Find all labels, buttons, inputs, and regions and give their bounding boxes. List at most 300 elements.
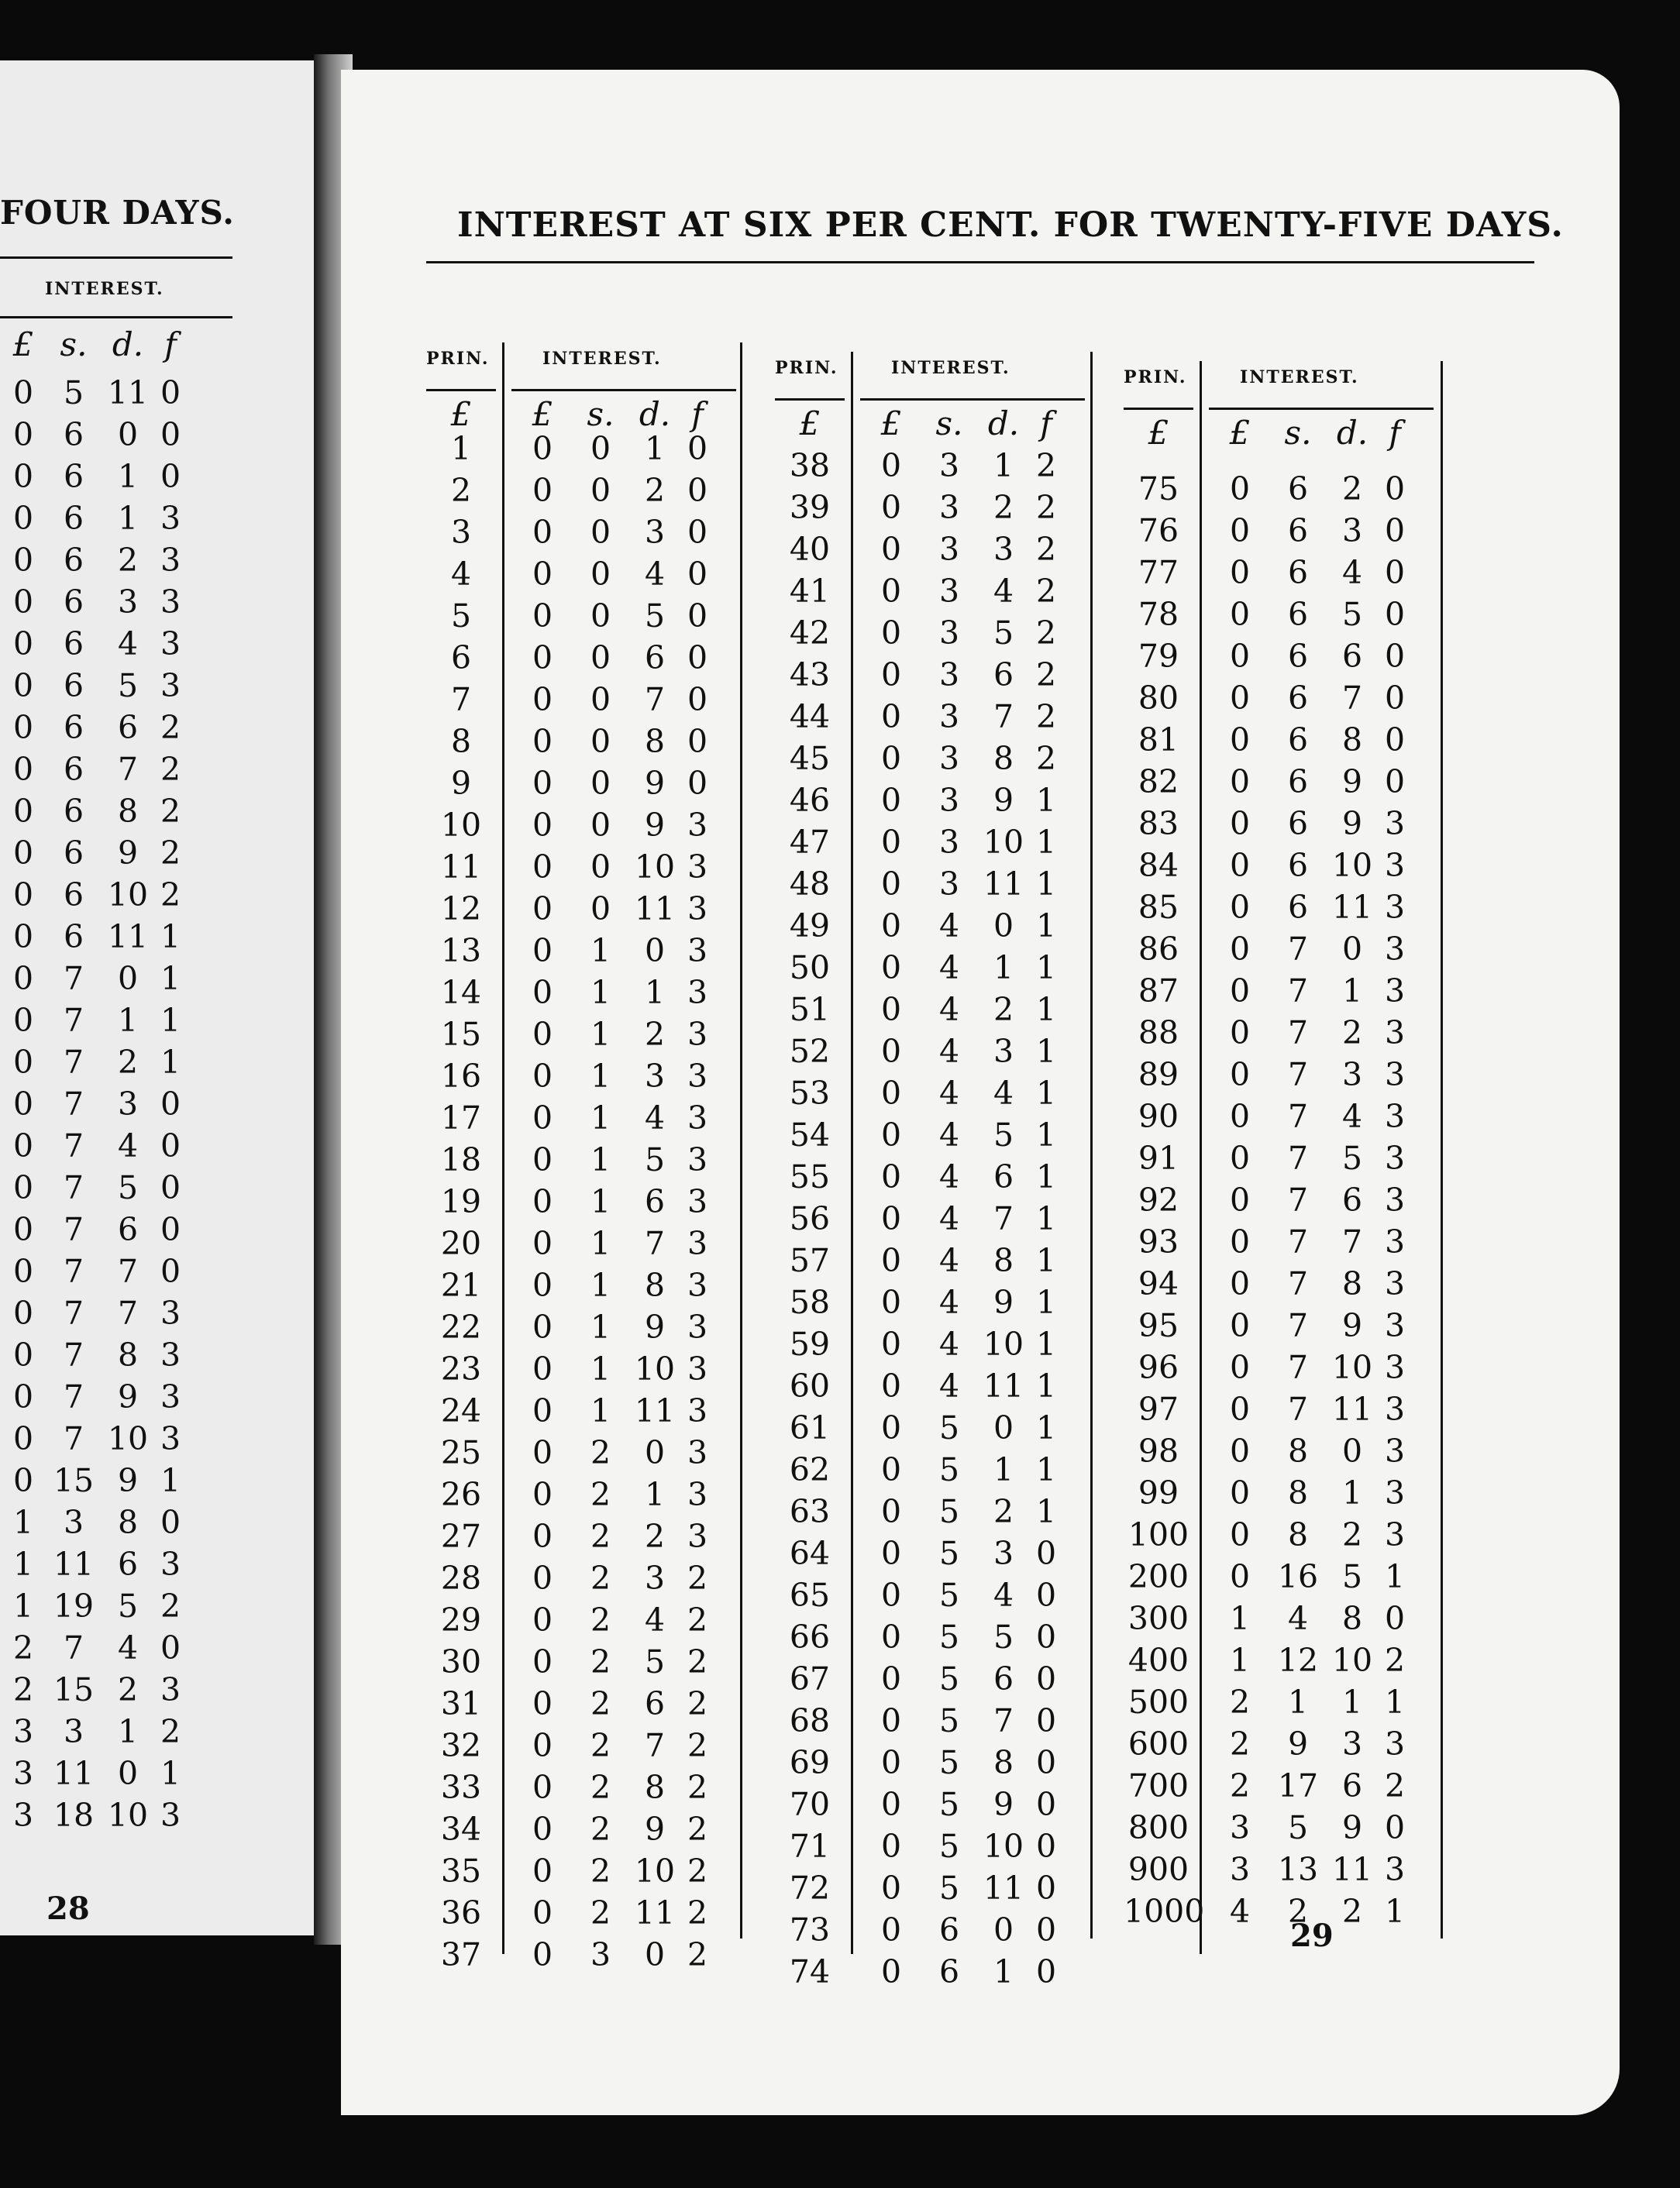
cell-pence: 9 [644,765,666,802]
table-row [426,1055,713,1097]
cell-pounds: 0 [880,1284,902,1321]
cell-farthings: 0 [160,1085,181,1123]
cell-pounds: 0 [1229,638,1251,675]
cell-shillings: 2 [590,1643,611,1681]
table-row [0,1209,186,1251]
cell-pounds: 0 [1229,1349,1251,1386]
table-row [775,1491,1062,1533]
cell-pounds: 0 [532,430,553,467]
table-row [0,916,186,958]
cell-shillings: 6 [63,667,84,704]
cell-principal: 17 [440,1099,482,1137]
cell-principal: 59 [789,1326,831,1363]
table-row [0,1460,186,1502]
page-title: INTEREST AT SIX PER CENT. FOR TWENTY-FIVE DAYS. [457,205,1564,245]
cell-pence: 11 [1331,1851,1373,1888]
cell-farthings: 3 [160,1378,181,1416]
table-row [0,665,186,707]
cell-farthings: 3 [687,1141,708,1178]
cell-pence: 1 [1341,1474,1363,1512]
cell-shillings: 7 [63,960,84,997]
cell-pence: 11 [107,374,149,411]
cell-pounds: 0 [880,1409,902,1447]
cell-shillings: 5 [938,1577,960,1614]
table-row [775,528,1062,570]
cell-shillings: 6 [1287,679,1309,717]
table-row [0,1376,186,1418]
cell-pence: 0 [1341,1433,1363,1470]
table-row [426,595,713,637]
cell-pounds: 2 [1229,1725,1251,1763]
cell-shillings: 7 [63,1253,84,1290]
cell-pence: 3 [1341,1056,1363,1093]
cell-pounds: 0 [532,639,553,676]
cell-pounds: 0 [880,1326,902,1363]
cell-pounds: 0 [532,1560,553,1597]
cell-shillings: 8 [1287,1516,1309,1553]
table-row [775,1951,1062,1993]
column-divider [740,342,742,1939]
table-row [426,846,713,888]
cell-pounds: 0 [880,1116,902,1154]
cell-pounds: 0 [532,1643,553,1681]
cell-pence: 8 [993,1744,1014,1781]
cell-principal: 81 [1138,721,1179,759]
table-row [775,1156,1062,1198]
cell-pence: 1 [117,458,139,495]
table-row [775,1030,1062,1072]
cell-pounds: 0 [12,1085,34,1123]
cell-pence: 4 [993,573,1014,610]
table-row [1124,1598,1410,1639]
cell-principal: 31 [440,1685,482,1722]
cell-pounds: 2 [12,1629,34,1667]
table-row [0,832,186,874]
cell-pounds: 0 [12,416,34,453]
cell-principal: 3 [450,514,472,551]
cell-farthings: 2 [687,1811,708,1848]
cell-shillings: 6 [938,1953,960,1990]
table-row [1124,510,1410,552]
cell-pence: 5 [1341,1140,1363,1177]
cell-farthings: 3 [687,1518,708,1555]
cell-farthings: 3 [160,500,181,537]
cell-farthings: 3 [1384,805,1406,842]
cell-farthings: 1 [1035,824,1057,861]
cell-shillings: 7 [63,1002,84,1039]
cell-pounds: 0 [12,1420,34,1457]
cell-pence: 9 [117,1462,139,1499]
table-row [775,738,1062,779]
cell-farthings: 2 [1035,531,1057,568]
cell-principal: 75 [1138,470,1179,507]
cell-shillings: 6 [1287,512,1309,549]
cell-shillings: 6 [63,834,84,872]
cell-principal: 28 [440,1560,482,1597]
cell-principal: 51 [789,991,831,1028]
cell-principal: 800 [1127,1809,1189,1846]
cell-shillings: 15 [53,1462,95,1499]
cell-shillings: 0 [590,765,611,802]
cell-farthings: 2 [687,1601,708,1639]
cell-shillings: 3 [938,782,960,819]
unit-farthing: f [164,325,177,363]
cell-pounds: 0 [532,1099,553,1137]
cell-principal: 1000 [1124,1893,1205,1930]
cell-shillings: 7 [1287,1307,1309,1344]
cell-pounds: 3 [12,1713,34,1750]
units-row [775,404,1062,442]
table-row [426,721,713,762]
cell-shillings: 2 [1287,1893,1309,1930]
table-row [775,905,1062,947]
cell-principal: 1 [450,430,472,467]
cell-shillings: 5 [938,1451,960,1488]
cell-farthings: 1 [1035,1368,1057,1405]
cell-pounds: 0 [1229,596,1251,633]
cell-shillings: 6 [63,709,84,746]
cell-principal: 900 [1127,1851,1189,1888]
cell-shillings: 5 [938,1409,960,1447]
cell-shillings: 6 [63,625,84,662]
cell-farthings: 3 [160,1295,181,1332]
cell-farthings: 0 [160,416,181,453]
cell-pounds: 0 [880,1619,902,1656]
cell-pounds: 0 [880,1953,902,1990]
cell-principal: 57 [789,1242,831,1279]
table-row [0,1167,186,1209]
cell-pounds: 1 [12,1546,34,1583]
cell-farthings: 3 [1384,1265,1406,1302]
cell-principal: 2 [450,472,472,509]
cell-shillings: 4 [938,1368,960,1405]
cell-pounds: 1 [12,1588,34,1625]
table-row [775,570,1062,612]
cell-farthings: 3 [687,1058,708,1095]
cell-principal: 89 [1138,1056,1179,1093]
cell-principal: 700 [1127,1767,1189,1804]
table-row [0,623,186,665]
cell-farthings: 0 [1035,1953,1057,1990]
cell-shillings: 0 [590,807,611,844]
cell-pounds: 0 [880,782,902,819]
cell-farthings: 1 [160,1462,181,1499]
cell-farthings: 2 [1035,447,1057,484]
cell-pence: 11 [1331,1391,1373,1428]
cell-shillings: 17 [1277,1767,1319,1804]
cell-shillings: 4 [938,1158,960,1195]
cell-pence: 3 [993,531,1014,568]
cell-farthings: 3 [1384,1725,1406,1763]
units-row [1124,414,1410,452]
cell-shillings: 7 [1287,1140,1309,1177]
cell-principal: 84 [1138,847,1179,884]
cell-farthings: 3 [687,1350,708,1388]
table-row [426,1767,713,1808]
cell-pounds: 0 [1229,1098,1251,1135]
cell-shillings: 1 [590,1058,611,1095]
cell-principal: 45 [789,740,831,777]
cell-pence: 5 [1341,596,1363,633]
cell-pounds: 0 [532,1853,553,1890]
table-row [0,999,186,1041]
cell-pence: 9 [993,1786,1014,1823]
cell-pence: 8 [117,1337,139,1374]
cell-shillings: 5 [938,1535,960,1572]
cell-pence: 9 [993,782,1014,819]
cell-pounds: 0 [880,1242,902,1279]
table-row [775,1533,1062,1574]
cell-shillings: 4 [938,1326,960,1363]
cell-pence: 8 [993,1242,1014,1279]
cell-shillings: 9 [1287,1725,1309,1763]
cell-principal: 38 [789,447,831,484]
cell-farthings: 1 [160,1044,181,1081]
cell-pounds: 0 [12,1378,34,1416]
cell-shillings: 3 [938,447,960,484]
table-row [1124,1723,1410,1765]
prin-label: PRIN. [775,358,838,378]
table-row [0,372,186,414]
cell-pounds: 3 [1229,1809,1251,1846]
cell-principal: 73 [789,1911,831,1949]
cell-pounds: 0 [1229,1391,1251,1428]
cell-pounds: 0 [12,1169,34,1206]
cell-pence: 2 [1341,1893,1363,1930]
table-row [0,414,186,456]
cell-shillings: 7 [63,1127,84,1165]
table-row [775,863,1062,905]
cell-pounds: 0 [532,1685,553,1722]
cell-pence: 4 [117,625,139,662]
table-row [0,1711,186,1753]
cell-principal: 55 [789,1158,831,1195]
cell-pence: 6 [993,1660,1014,1698]
cell-farthings: 0 [160,1127,181,1165]
table-row [426,762,713,804]
cell-pounds: 2 [1229,1684,1251,1721]
cell-pence: 6 [117,1546,139,1583]
cell-pounds: 3 [12,1755,34,1792]
cell-principal: 29 [440,1601,482,1639]
table-row [426,1264,713,1306]
cell-pounds: 0 [532,848,553,886]
table-row [775,1742,1062,1784]
cell-farthings: 1 [1035,949,1057,986]
table-row [775,1825,1062,1867]
cell-pence: 2 [1341,470,1363,507]
cell-shillings: 18 [53,1797,95,1834]
cell-shillings: 5 [63,374,84,411]
cell-pounds: 0 [1229,1558,1251,1595]
cell-pence: 4 [644,1099,666,1137]
cell-pence: 8 [117,1504,139,1541]
cell-shillings: 6 [938,1911,960,1949]
cell-pounds: 1 [12,1504,34,1541]
left-units-row [0,325,186,363]
cell-pounds: 0 [1229,1182,1251,1219]
cell-shillings: 1 [590,1016,611,1053]
cell-pounds: 0 [12,542,34,579]
table-row [426,1013,713,1055]
cell-shillings: 3 [938,614,960,652]
cell-pence: 11 [107,918,149,955]
cell-principal: 6 [450,639,472,676]
cell-pounds: 0 [880,1075,902,1112]
cell-farthings: 2 [1035,740,1057,777]
cell-pounds: 0 [532,1601,553,1639]
cell-pounds: 0 [880,698,902,735]
cell-principal: 56 [789,1200,831,1237]
cell-shillings: 5 [938,1870,960,1907]
cell-farthings: 3 [687,807,708,844]
cell-pence: 4 [117,1629,139,1667]
cell-principal: 48 [789,865,831,903]
cell-pounds: 4 [1229,1893,1251,1930]
cell-shillings: 3 [938,489,960,526]
cell-shillings: 4 [1287,1600,1309,1637]
cell-shillings: 7 [63,1211,84,1248]
table-row [426,1097,713,1139]
table-row [1124,1807,1410,1849]
cell-principal: 87 [1138,972,1179,1010]
cell-shillings: 6 [63,751,84,788]
cell-farthings: 3 [687,1434,708,1471]
cell-shillings: 4 [938,907,960,944]
cell-pounds: 0 [532,1350,553,1388]
cell-principal: 93 [1138,1223,1179,1261]
cell-farthings: 2 [687,1894,708,1932]
cell-pounds: 0 [12,1337,34,1374]
cell-principal: 62 [789,1451,831,1488]
table-row [1124,970,1410,1012]
cell-farthings: 3 [1384,1433,1406,1470]
cell-farthings: 2 [687,1727,708,1764]
cell-pounds: 0 [532,1392,553,1429]
table-row [1124,719,1410,761]
prin-header-rule [1124,408,1193,410]
cell-pence: 11 [634,890,676,927]
cell-farthings: 1 [1035,1075,1057,1112]
cell-pounds: 0 [12,834,34,872]
cell-pounds: 0 [12,458,34,495]
table-row [0,1334,186,1376]
cell-farthings: 0 [1035,1702,1057,1739]
cell-pence: 10 [107,1420,149,1457]
cell-farthings: 3 [1384,1391,1406,1428]
interest-label: INTEREST. [542,349,662,369]
cell-principal: 40 [789,531,831,568]
cell-pounds: 0 [12,374,34,411]
cell-farthings: 2 [1035,698,1057,735]
cell-farthings: 3 [687,1267,708,1304]
cell-pounds: 0 [12,1295,34,1332]
cell-pounds: 0 [12,1002,34,1039]
cell-farthings: 1 [1384,1558,1406,1595]
cell-farthings: 0 [1384,638,1406,675]
cell-pence: 1 [1341,972,1363,1010]
cell-pounds: 0 [1229,889,1251,926]
cell-pounds: 0 [532,974,553,1011]
column-divider [1090,352,1093,1939]
cell-pounds: 0 [12,1462,34,1499]
cell-farthings: 3 [1384,889,1406,926]
cell-pence: 8 [644,1769,666,1806]
table-row [775,1072,1062,1114]
cell-pence: 1 [117,500,139,537]
table-row [0,874,186,916]
cell-pence: 6 [993,1158,1014,1195]
cell-shillings: 2 [590,1434,611,1471]
cell-farthings: 3 [1384,847,1406,884]
cell-principal: 7 [450,681,472,718]
cell-shillings: 5 [1287,1809,1309,1846]
cell-farthings: 0 [160,1629,181,1667]
cell-pence: 3 [644,514,666,551]
cell-pounds: 0 [880,1786,902,1823]
cell-farthings: 2 [687,1936,708,1973]
cell-farthings: 0 [160,374,181,411]
cell-pence: 9 [117,1378,139,1416]
cell-principal: 200 [1127,1558,1189,1595]
cell-pence: 9 [117,834,139,872]
table-row [775,1700,1062,1742]
cell-farthings: 1 [1035,1200,1057,1237]
cell-shillings: 1 [590,1099,611,1137]
table-row [1124,677,1410,719]
cell-pence: 2 [993,1493,1014,1530]
table-row [775,1323,1062,1365]
unit-shilling: s. [1284,414,1312,452]
cell-shillings: 12 [1277,1642,1319,1679]
cell-pence: 10 [107,876,149,913]
cell-farthings: 3 [687,1309,708,1346]
cell-pounds: 0 [880,1158,902,1195]
cell-pounds: 0 [532,1811,553,1848]
cell-pence: 1 [993,949,1014,986]
cell-farthings: 0 [1384,1809,1406,1846]
cell-pounds: 0 [532,1225,553,1262]
cell-pence: 7 [644,1225,666,1262]
cell-shillings: 5 [938,1702,960,1739]
cell-pounds: 1 [1229,1642,1251,1679]
table-row [1124,1388,1410,1430]
cell-pounds: 0 [12,960,34,997]
table-row [426,930,713,972]
cell-pence: 6 [117,1211,139,1248]
cell-shillings: 4 [938,1200,960,1237]
cell-pounds: 0 [880,1744,902,1781]
cell-pounds: 0 [1229,1433,1251,1470]
table-row [1124,1514,1410,1556]
cell-pounds: 0 [880,907,902,944]
cell-pounds: 0 [1229,1014,1251,1051]
cell-pence: 11 [1331,889,1373,926]
cell-pounds: 0 [532,1769,553,1806]
table-row [775,487,1062,528]
cell-farthings: 3 [687,974,708,1011]
cell-pounds: 0 [880,1033,902,1070]
interest-label: INTEREST. [1240,367,1359,387]
cell-farthings: 0 [160,1211,181,1248]
table-row [426,1599,713,1641]
table-body [1124,468,1410,1932]
cell-farthings: 0 [160,458,181,495]
cell-pence: 7 [993,698,1014,735]
table-row [426,679,713,721]
table-row [0,707,186,748]
unit-farthing: f [691,395,704,433]
